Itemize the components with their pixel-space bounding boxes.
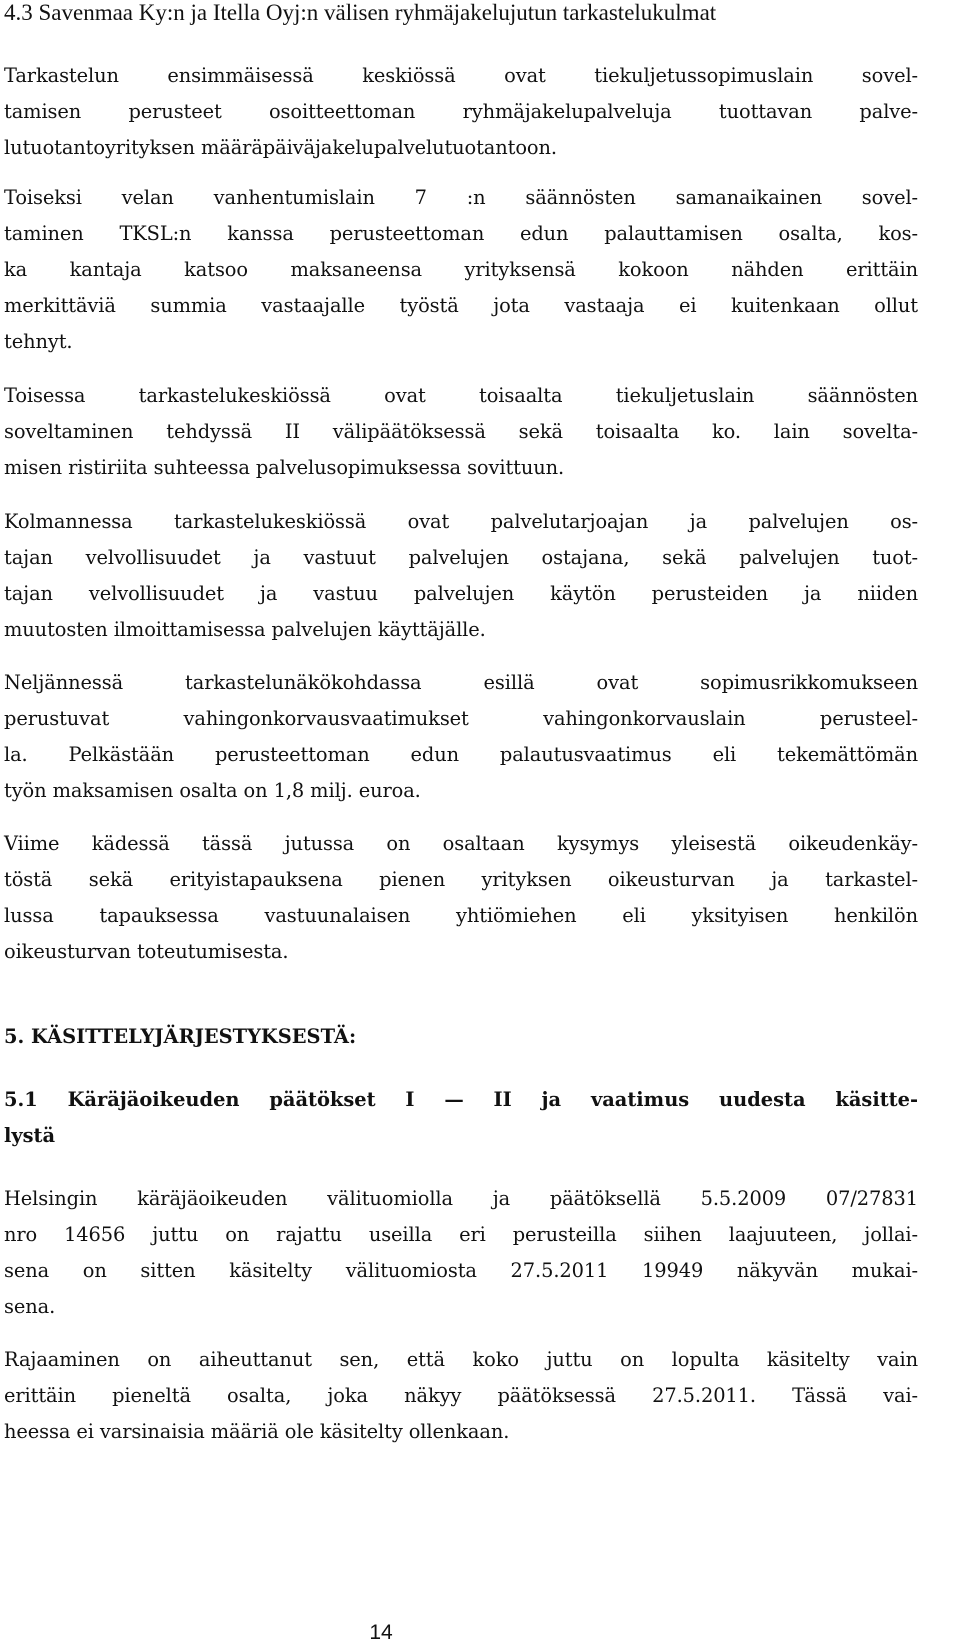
paragraph-7 [4,1181,918,1325]
paragraph-line: erittäin pieneltä osalta, joka näkyy päätöksessä 27.5.2011. Tässä vai- [4,1384,918,1407]
paragraph-line: sena. [4,1295,56,1318]
paragraph-line: tehnyt. [4,330,73,353]
section-heading-5: 5. KÄSITTELYJÄRJESTYKSESTÄ: [4,1025,357,1048]
section-heading-4-3: 4.3 Savenmaa Ky:n ja Itella Oyj:n välisen ryhmäjakelujutun tarkastelukulmat [4,0,717,25]
paragraph-line: ka kantaja katsoo maksaneensa yrityksensä kokoon nähden erittäin [4,258,918,281]
paragraph-8 [4,1342,918,1450]
paragraph-line: lutuotantoyrityksen määräpäiväjakelupalvelutuotantoon. [4,136,557,159]
paragraph-line: Neljännessä tarkastelunäkökohdassa esillä ovat sopimusrikkomukseen [4,671,918,694]
paragraph-line: lussa tapauksessa vastuunalaisen yhtiömiehen eli yksityisen henkilön [4,904,918,927]
paragraph-line: la. Pelkästään perusteettoman edun palautusvaatimus eli tekemättömän [4,743,918,766]
paragraph-5 [4,665,918,809]
heading-line: 5.1 Käräjäoikeuden päätökset I — II ja vaatimus uudesta käsitte- [4,1088,918,1111]
paragraph-line: tamisen perusteet osoitteettoman ryhmäjakelupalveluja tuottavan palve- [4,100,918,123]
paragraph-line: oikeusturvan toteutumisesta. [4,940,289,963]
paragraph-line: töstä sekä erityistapauksena pienen yrityksen oikeusturvan ja tarkastel- [4,868,918,891]
paragraph-line: Kolmannessa tarkastelukeskiössä ovat palvelutarjoajan ja palvelujen os- [4,510,918,533]
section-heading-5-1 [4,1082,918,1154]
paragraph-line: misen ristiriita suhteessa palvelusopimuksessa sovittuun. [4,456,565,479]
heading-line: lystä [4,1124,56,1147]
paragraph-line: tajan velvollisuudet ja vastuu palvelujen käytön perusteiden ja niiden [4,582,918,605]
paragraph-line: Toiseksi velan vanhentumislain 7 :n säännösten samanaikainen sovel- [4,186,918,209]
paragraph-line: Helsingin käräjäoikeuden välituomiolla ja päätöksellä 5.5.2009 07/27831 [4,1187,918,1210]
paragraph-line: nro 14656 juttu on rajattu useilla eri perusteilla siihen laajuuteen, jollai- [4,1223,918,1246]
paragraph-line: Tarkastelun ensimmäisessä keskiössä ovat tiekuljetussopimuslain sovel- [4,64,918,87]
paragraph-line: taminen TKSL:n kanssa perusteettoman edun palauttamisen osalta, kos- [4,222,918,245]
paragraph-line: merkittäviä summia vastaajalle työstä jota vastaaja ei kuitenkaan ollut [4,294,918,317]
paragraph-line: työn maksamisen osalta on 1,8 milj. euroa. [4,779,421,802]
paragraph-1 [4,58,918,166]
paragraph-2 [4,180,918,360]
paragraph-3 [4,378,918,486]
paragraph-6 [4,826,918,970]
paragraph-line: perustuvat vahingonkorvausvaatimukset vahingonkorvauslain perusteel- [4,707,918,730]
paragraph-line: Rajaaminen on aiheuttanut sen, että koko juttu on lopulta käsitelty vain [4,1348,918,1371]
paragraph-line: Viime kädessä tässä jutussa on osaltaan kysymys yleisestä oikeudenkäy- [4,832,918,855]
paragraph-line: sena on sitten käsitelty välituomiosta 27.5.2011 19949 näkyvän mukai- [4,1259,918,1282]
paragraph-4 [4,504,918,648]
page-number: 14 [369,1621,393,1644]
paragraph-line: soveltaminen tehdyssä II välipäätöksessä sekä toisaalta ko. lain sovelta- [4,420,918,443]
paragraph-line: heessa ei varsinaisia määriä ole käsitelty ollenkaan. [4,1420,510,1443]
paragraph-line: muutosten ilmoittamisessa palvelujen käyttäjälle. [4,618,486,641]
paragraph-line: tajan velvollisuudet ja vastuut palvelujen ostajana, sekä palvelujen tuot- [4,546,918,569]
paragraph-line: Toisessa tarkastelukeskiössä ovat toisaalta tiekuljetuslain säännösten [4,384,918,407]
